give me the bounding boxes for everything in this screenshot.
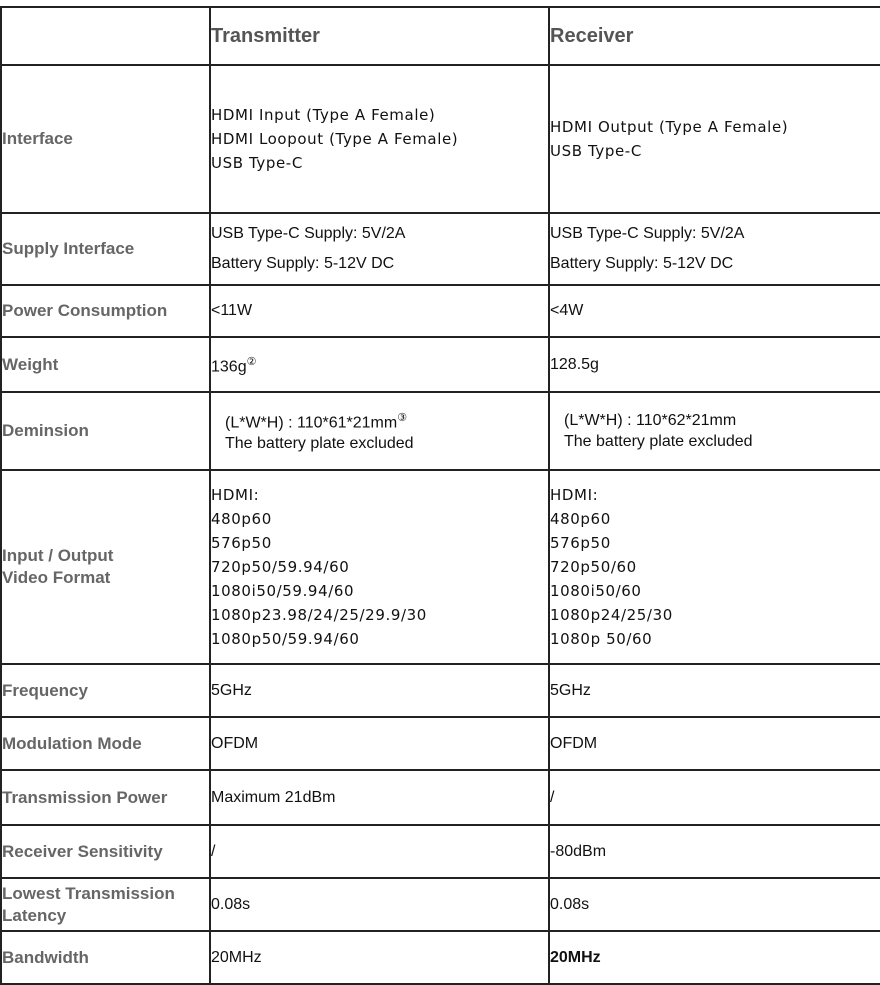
rx-latency: 0.08s [549,878,880,931]
tx-supply [210,213,549,285]
header-row [1,7,880,65]
row-weight [1,337,880,392]
rx-video-line: 1080i50/60 [550,582,642,600]
tx-video-format [210,470,549,664]
row-modulation [1,717,880,770]
rx-supply-line: Battery Supply: 5-12V DC [550,255,734,272]
row-sensitivity [1,825,880,878]
tx-weight-value: 136g [211,358,247,376]
row-interface [1,65,880,213]
label-bandwidth: Bandwidth [1,931,210,984]
rx-dimension [549,392,880,470]
header-transmitter: Transmitter [210,7,549,65]
rx-dimension-sub: The battery plate excluded [564,433,753,450]
label-modulation: Modulation Mode [1,717,210,770]
row-dimension [1,392,880,470]
rx-video-line: 480p60 [550,510,611,528]
tx-latency: 0.08s [210,878,549,931]
row-frequency [1,664,880,717]
row-supply [1,213,880,285]
rx-supply [549,213,880,285]
row-bandwidth [1,931,880,984]
label-video-format [1,470,210,664]
rx-video-line: 576p50 [550,534,611,552]
rx-dimension-value: (L*W*H) : 110*62*21mm [564,412,737,429]
row-transmission-power [1,770,880,825]
tx-video-line: 480p60 [211,510,272,528]
rx-interface-line: HDMI Output (Type A Female) [550,118,789,136]
tx-transmission-power: Maximum 21dBm [210,770,549,825]
rx-video-line: 720p50/60 [550,558,637,576]
label-latency-line: Latency [2,905,67,925]
tx-modulation: OFDM [210,717,549,770]
tx-dimension-value: (L*W*H) : 110*61*21mm [225,414,398,432]
rx-video-line: 1080p24/25/30 [550,606,673,624]
label-sensitivity: Receiver Sensitivity [1,825,210,878]
row-power [1,285,880,337]
tx-supply-line: Battery Supply: 5-12V DC [211,255,395,272]
tx-video-line: HDMI: [211,486,260,504]
tx-dimension-sub: The battery plate excluded [225,435,414,453]
footnote-marker: ② [246,355,257,368]
footnote-marker: ③ [397,411,408,424]
label-supply: Supply Interface [1,213,210,285]
rx-modulation: OFDM [549,717,880,770]
header-empty-cell [1,7,210,65]
label-weight: Weight [1,337,210,392]
tx-interface [210,65,549,213]
label-latency [1,878,210,931]
tx-sensitivity: / [210,825,549,878]
header-receiver: Receiver [549,7,880,65]
tx-weight [210,337,549,392]
tx-video-line: 1080i50/59.94/60 [211,582,355,600]
label-video-format-line: Input / Output [2,546,114,565]
rx-sensitivity: -80dBm [549,825,880,878]
tx-power: <11W [210,285,549,337]
label-interface: Interface [1,65,210,213]
rx-supply-line: USB Type-C Supply: 5V/2A [550,225,745,242]
rx-interface-line: USB Type-C [550,142,642,160]
tx-video-line: 720p50/59.94/60 [211,558,350,576]
tx-frequency: 5GHz [210,664,549,717]
rx-video-line: HDMI: [550,486,599,504]
tx-video-line: 1080p23.98/24/25/29.9/30 [211,606,427,624]
tx-bandwidth: 20MHz [210,931,549,984]
tx-interface-line: HDMI Loopout (Type A Female) [211,130,459,148]
rx-frequency: 5GHz [549,664,880,717]
tx-interface-line: HDMI Input (Type A Female) [211,106,436,124]
tx-dimension [210,392,549,470]
rx-interface [549,65,880,213]
label-latency-line: Lowest Transmission [2,883,175,903]
rx-bandwidth: 20MHz [549,931,880,984]
tx-interface-line: USB Type-C [211,154,303,172]
rx-video-line: 1080p 50/60 [550,630,653,648]
tx-supply-line: USB Type-C Supply: 5V/2A [211,225,406,242]
rx-weight: 128.5g [549,337,880,392]
label-video-format-line: Video Format [2,568,111,587]
tx-dimension-line [225,408,548,433]
row-video-format [1,470,880,664]
label-power: Power Consumption [1,285,210,337]
tx-video-line: 576p50 [211,534,272,552]
row-latency [1,878,880,931]
rx-video-format [549,470,880,664]
label-transmission-power: Transmission Power [1,770,210,825]
rx-transmission-power: / [549,770,880,825]
tx-video-line: 1080p50/59.94/60 [211,630,360,648]
label-frequency: Frequency [1,664,210,717]
label-dimension: Deminsion [1,392,210,470]
rx-power: <4W [549,285,880,337]
spec-table [0,6,880,985]
